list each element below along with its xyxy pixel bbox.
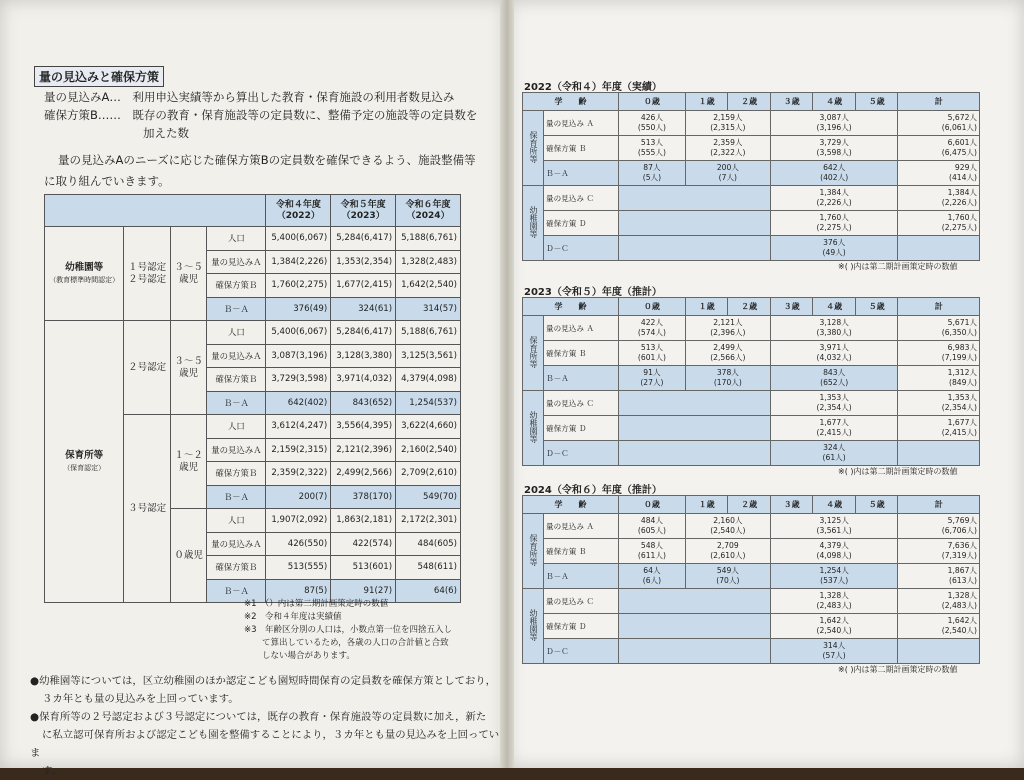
- row-label: 量の見込みＡ: [207, 250, 266, 274]
- cell-total: 1,384人 (2,226人): [898, 186, 980, 211]
- cell-empty: [898, 441, 980, 466]
- col-header: ４歳: [813, 496, 856, 514]
- cell-age0: 87人 (5人): [619, 161, 686, 186]
- table-cell: 87(5): [266, 579, 331, 603]
- row-label: 人口: [207, 227, 266, 251]
- cell-age345: 843人 (652人): [770, 366, 898, 391]
- cell-age345: 4,379人 (4,098人): [770, 539, 898, 564]
- cell-age12: 2,359人 (2,322人): [685, 136, 770, 161]
- cell-age345: 1,760人 (2,275人): [770, 211, 898, 236]
- cell-age12: 549人 (70人): [685, 564, 770, 589]
- age-label: ３～５ 歳児: [170, 227, 207, 321]
- cell-total: 1,677人 (2,415人): [898, 416, 980, 441]
- row-label: 人口: [207, 321, 266, 345]
- col-header: ０歳: [619, 298, 686, 316]
- table-cell: 1,760(2,275): [266, 274, 331, 298]
- row-label: Ｂ－Ａ: [544, 161, 619, 186]
- col-header: ４歳: [813, 298, 856, 316]
- table-cell: 5,284(6,417): [331, 321, 396, 345]
- table-cell: 324(61): [331, 297, 396, 321]
- row-label: Ｂ－Ａ: [207, 297, 266, 321]
- cell-age345: 1,642人 (2,540人): [770, 614, 898, 639]
- table-cell: 2,160(2,540): [396, 438, 461, 462]
- row-label: Ｂ－Ａ: [544, 366, 619, 391]
- row-label: Ｄ－Ｃ: [544, 236, 619, 261]
- cell-empty: [898, 639, 980, 664]
- cell-age12: 2,499人 (2,566人): [685, 341, 770, 366]
- age-label: ０歳児: [170, 509, 207, 603]
- cell-empty: [898, 236, 980, 261]
- definition-b-cont: 加えた数: [143, 126, 189, 140]
- year-table-title: 2024（令和６）年度（推計）: [524, 485, 662, 496]
- table-note: ※( )内は第二期計画策定時の数値: [838, 467, 958, 476]
- cell-empty: [619, 614, 771, 639]
- table-cell: 3,556(4,395): [331, 415, 396, 439]
- table-cell: 64(6): [396, 579, 461, 603]
- year-table: [522, 495, 980, 664]
- cell-age0: 513人 (555人): [619, 136, 686, 161]
- intro-paragraph: 量の見込みAのニーズに応じた確保方策Bの定員数を確保できるよう、施設整備等に取り組んでいきます。: [44, 153, 476, 188]
- table-cell: 484(605): [396, 532, 461, 556]
- cell-age345: 3,971人 (4,032人): [770, 341, 898, 366]
- cell-empty: [619, 391, 771, 416]
- side-kindergarten: 幼稚園等: [523, 589, 544, 664]
- cell-total: 6,601人 (6,475人): [898, 136, 980, 161]
- cell-empty: [619, 441, 771, 466]
- table-cell: 5,188(6,761): [396, 227, 461, 251]
- cell-age0: 91人 (27人): [619, 366, 686, 391]
- cell-age345: 1,353人 (2,354人): [770, 391, 898, 416]
- table-cell: 3,622(4,660): [396, 415, 461, 439]
- col-header: ３歳: [770, 298, 813, 316]
- cell-age12: 2,121人 (2,396人): [685, 316, 770, 341]
- cell-age345: 324人 (61人): [770, 441, 898, 466]
- footnote: ※2 令和４年度は実績値: [244, 612, 342, 622]
- cell-age12: 378人 (170人): [685, 366, 770, 391]
- definition-a: 量の見込みA… 利用申込実績等から算出した教育・保育施設の利用者数見込み: [44, 90, 455, 104]
- footnote: ※1 （）内は第二期計画策定時の数値: [244, 599, 389, 609]
- cell-total: 5,769人 (6,706人): [898, 514, 980, 539]
- cell-age345: 1,254人 (537人): [770, 564, 898, 589]
- cert-label: ３号認定: [124, 415, 170, 603]
- book-gutter: [500, 0, 514, 768]
- cell-age0: 513人 (601人): [619, 341, 686, 366]
- year-table-title: 2022（令和４）年度（実績）: [524, 82, 662, 93]
- table-cell: 2,159(2,315): [266, 438, 331, 462]
- side-nursery: 保育所等: [523, 514, 544, 589]
- cell-total: 5,671人 (6,350人): [898, 316, 980, 341]
- row-label: 確保方策 Ｂ: [544, 136, 619, 161]
- row-label: 量の見込み Ａ: [544, 111, 619, 136]
- table-corner: [45, 195, 266, 227]
- col-header: ３歳: [770, 496, 813, 514]
- definition-b: 確保方策B…… 既存の教育・保育施設等の定員数に、整備予定の施設等の定員数を: [44, 108, 478, 122]
- section-heading: 量の見込みと確保方策: [34, 66, 164, 87]
- col-header: ２歳: [728, 93, 771, 111]
- table-cell: 5,188(6,761): [396, 321, 461, 345]
- col-header: ３歳: [770, 93, 813, 111]
- table-cell: 2,709(2,610): [396, 462, 461, 486]
- cell-age12: 200人 (7人): [685, 161, 770, 186]
- cell-age12: 2,709 (2,610人): [685, 539, 770, 564]
- table-cell: 843(652): [331, 391, 396, 415]
- row-label: 量の見込みＡ: [207, 532, 266, 556]
- row-label: 確保方策 Ｂ: [544, 539, 619, 564]
- col-header: ２歳: [728, 298, 771, 316]
- cell-age0: 484人 (605人): [619, 514, 686, 539]
- row-label: 確保方策 Ｄ: [544, 614, 619, 639]
- col-header: 学 齢: [523, 298, 619, 316]
- cell-age345: 3,125人 (3,561人): [770, 514, 898, 539]
- cell-age345: 3,729人 (3,598人): [770, 136, 898, 161]
- age-label: ３～５ 歳児: [170, 321, 207, 415]
- side-kindergarten: 幼稚園等: [523, 391, 544, 466]
- cert-label: １号認定 ２号認定: [124, 227, 170, 321]
- cell-age345: 3,087人 (3,196人): [770, 111, 898, 136]
- year-header: 令和４年度 （2022）: [266, 195, 331, 227]
- cell-age345: 1,677人 (2,415人): [770, 416, 898, 441]
- table-note: ※( )内は第二期計画策定時の数値: [838, 262, 958, 271]
- row-label: Ｂ－Ａ: [207, 579, 266, 603]
- table-cell: 2,121(2,396): [331, 438, 396, 462]
- table-cell: 513(601): [331, 556, 396, 580]
- row-label: 確保方策Ｂ: [207, 462, 266, 486]
- table-cell: 5,400(6,067): [266, 227, 331, 251]
- col-header: 学 齢: [523, 93, 619, 111]
- table-cell: 378(170): [331, 485, 396, 509]
- cell-total: 1,642人 (2,540人): [898, 614, 980, 639]
- footnote: しない場合があります。: [262, 651, 355, 661]
- age-label: １～２ 歳児: [170, 415, 207, 509]
- table-cell: 426(550): [266, 532, 331, 556]
- cell-age345: 3,128人 (3,380人): [770, 316, 898, 341]
- row-label: 人口: [207, 509, 266, 533]
- col-header: ２歳: [728, 496, 771, 514]
- year-header: 令和５年度 （2023）: [331, 195, 396, 227]
- cell-age345: 314人 (57人): [770, 639, 898, 664]
- row-label: 量の見込み Ｃ: [544, 589, 619, 614]
- col-header: 学 齢: [523, 496, 619, 514]
- table-cell: 1,353(2,354): [331, 250, 396, 274]
- row-label: Ｂ－Ａ: [207, 391, 266, 415]
- table-cell: 3,729(3,598): [266, 368, 331, 392]
- table-cell: 5,284(6,417): [331, 227, 396, 251]
- group-nursery: 保育所等 （保育認定）: [45, 321, 124, 603]
- cell-total: 1,328人 (2,483人): [898, 589, 980, 614]
- col-header: １歳: [685, 496, 728, 514]
- table-cell: 3,128(3,380): [331, 344, 396, 368]
- table-cell: 642(402): [266, 391, 331, 415]
- row-label: 量の見込み Ａ: [544, 316, 619, 341]
- cell-empty: [619, 589, 771, 614]
- table-cell: 513(555): [266, 556, 331, 580]
- cell-age345: 1,384人 (2,226人): [770, 186, 898, 211]
- row-label: 量の見込み Ｃ: [544, 186, 619, 211]
- footnote: ※3 年齢区分別の人口は，小数点第一位を四捨五入し: [244, 625, 453, 635]
- table-cell: 3,125(3,561): [396, 344, 461, 368]
- col-header: ５歳: [855, 496, 898, 514]
- row-label: 量の見込み Ａ: [544, 514, 619, 539]
- table-cell: 548(611): [396, 556, 461, 580]
- table-cell: 1,907(2,092): [266, 509, 331, 533]
- side-nursery: 保育所等: [523, 111, 544, 186]
- col-header: ５歳: [855, 93, 898, 111]
- year-table: [522, 297, 980, 466]
- row-label: 確保方策Ｂ: [207, 368, 266, 392]
- cell-age0: 422人 (574人): [619, 316, 686, 341]
- cell-total: 5,672人 (6,061人): [898, 111, 980, 136]
- row-label: Ｂ－Ａ: [207, 485, 266, 509]
- year-table-title: 2023（令和５）年度（推計）: [524, 287, 662, 298]
- row-label: 量の見込みＡ: [207, 438, 266, 462]
- side-kindergarten: 幼稚園等: [523, 186, 544, 261]
- table-cell: 1,642(2,540): [396, 274, 461, 298]
- supply-demand-table: [44, 194, 461, 603]
- year-table: [522, 92, 980, 261]
- row-label: 量の見込みＡ: [207, 344, 266, 368]
- cell-age12: 2,159人 (2,315人): [685, 111, 770, 136]
- cell-total: 1,867人 (613人): [898, 564, 980, 589]
- row-label: 確保方策Ｂ: [207, 556, 266, 580]
- row-label: Ｄ－Ｃ: [544, 639, 619, 664]
- col-header: 計: [898, 298, 980, 316]
- row-label: Ｄ－Ｃ: [544, 441, 619, 466]
- cell-empty: [619, 186, 771, 211]
- row-label: 量の見込み Ｃ: [544, 391, 619, 416]
- row-label: 確保方策 Ｄ: [544, 416, 619, 441]
- cell-age345: 1,328人 (2,483人): [770, 589, 898, 614]
- cell-total: 929人 (414人): [898, 161, 980, 186]
- cert-label: ２号認定: [124, 321, 170, 415]
- table-cell: 1,328(2,483): [396, 250, 461, 274]
- col-header: ０歳: [619, 93, 686, 111]
- col-header: ４歳: [813, 93, 856, 111]
- bullet-nursery: ●保育所等の２号認定および３号認定については，既存の教育・保育施設等の定員数に加え，新た に私立認可保育所および認定こども園を整備することにより，３カ年とも量の見込みを上回っていま す。: [30, 711, 500, 777]
- cell-total: 6,983人 (7,199人): [898, 341, 980, 366]
- col-header: １歳: [685, 93, 728, 111]
- table-cell: 376(49): [266, 297, 331, 321]
- table-cell: 4,379(4,098): [396, 368, 461, 392]
- table-cell: 3,612(4,247): [266, 415, 331, 439]
- table-note: ※( )内は第二期計画策定時の数値: [838, 665, 958, 674]
- cell-empty: [619, 211, 771, 236]
- table-cell: 1,254(537): [396, 391, 461, 415]
- table-cell: 2,359(2,322): [266, 462, 331, 486]
- row-label: 人口: [207, 415, 266, 439]
- cell-total: 1,760人 (2,275人): [898, 211, 980, 236]
- table-cell: 91(27): [331, 579, 396, 603]
- col-header: ０歳: [619, 496, 686, 514]
- row-label: 確保方策Ｂ: [207, 274, 266, 298]
- cell-empty: [619, 639, 771, 664]
- table-cell: 1,863(2,181): [331, 509, 396, 533]
- table-cell: 1,384(2,226): [266, 250, 331, 274]
- cell-age345: 376人 (49人): [770, 236, 898, 261]
- cell-age12: 2,160人 (2,540人): [685, 514, 770, 539]
- cell-total: 1,312人 (849人): [898, 366, 980, 391]
- year-header: 令和６年度 （2024）: [396, 195, 461, 227]
- cell-age0: 548人 (611人): [619, 539, 686, 564]
- row-label: 確保方策 Ｄ: [544, 211, 619, 236]
- cell-age0: 426人 (550人): [619, 111, 686, 136]
- cell-age345: 642人 (402人): [770, 161, 898, 186]
- table-cell: 200(7): [266, 485, 331, 509]
- table-cell: 314(57): [396, 297, 461, 321]
- table-cell: 2,499(2,566): [331, 462, 396, 486]
- col-header: ５歳: [855, 298, 898, 316]
- table-cell: 3,087(3,196): [266, 344, 331, 368]
- table-cell: 1,677(2,415): [331, 274, 396, 298]
- table-cell: 5,400(6,067): [266, 321, 331, 345]
- cell-empty: [619, 236, 771, 261]
- footnote: て算出しているため，各歳の人口の合計値と合致: [262, 638, 449, 648]
- col-header: １歳: [685, 298, 728, 316]
- bullet-kindergarten: ●幼稚園等については，区立幼稚園のほか認定こども園短時間保育の定員数を確保方策としており， ３カ年とも量の見込みを上回っています。: [30, 675, 497, 705]
- group-kindergarten: 幼稚園等 （教育標準時間認定）: [45, 227, 124, 321]
- cell-total: 1,353人 (2,354人): [898, 391, 980, 416]
- row-label: Ｂ－Ａ: [544, 564, 619, 589]
- col-header: 計: [898, 93, 980, 111]
- cell-age0: 64人 (6人): [619, 564, 686, 589]
- side-nursery: 保育所等: [523, 316, 544, 391]
- cell-empty: [619, 416, 771, 441]
- table-cell: 2,172(2,301): [396, 509, 461, 533]
- cell-total: 7,636人 (7,319人): [898, 539, 980, 564]
- table-cell: 422(574): [331, 532, 396, 556]
- table-cell: 3,971(4,032): [331, 368, 396, 392]
- row-label: 確保方策 Ｂ: [544, 341, 619, 366]
- col-header: 計: [898, 496, 980, 514]
- table-cell: 549(70): [396, 485, 461, 509]
